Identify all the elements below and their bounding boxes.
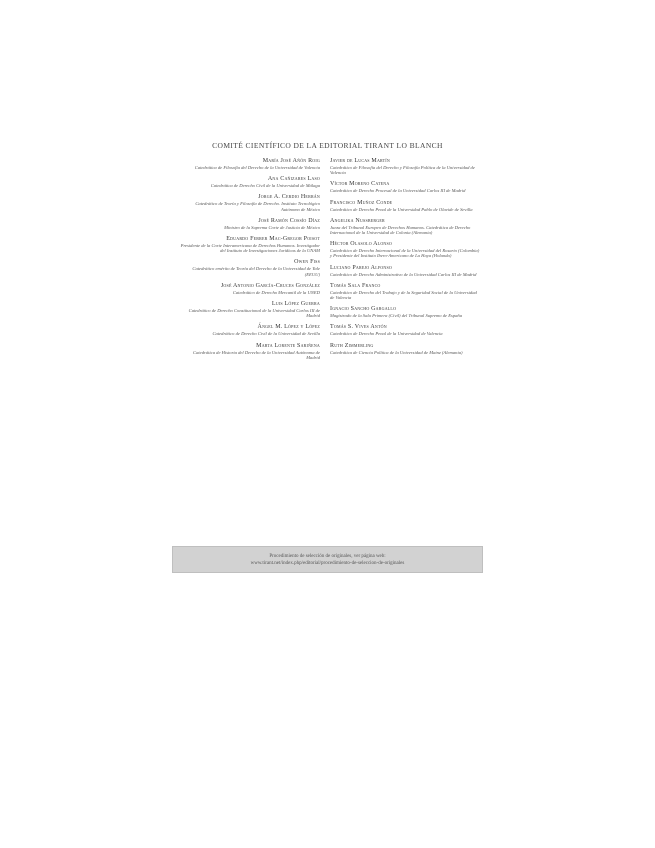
- member-name: Ruth Zimmerling: [330, 342, 374, 349]
- committee-member: [180, 236, 320, 253]
- committee-member: [180, 176, 320, 188]
- member-name: Jorge A. Cerdio Herrán: [258, 194, 320, 201]
- member-affiliation: Jueza del Tribunal Europeo de Derechos Humanos. Catedrática de Derecho Internacional de la Universidad de Colonia (Alemania): [330, 224, 471, 236]
- member-affiliation: Catedrático de Derecho Constitucional de la Universidad Carlos III de Madrid: [188, 308, 320, 319]
- member-name: Angelika Nussberger: [330, 217, 385, 224]
- notice-text: Procedimiento de selección de originales, ver página web:: [269, 554, 386, 559]
- committee-member: [330, 181, 480, 193]
- committee-member: [330, 283, 480, 300]
- member-name: Marta Lorente Sariñena: [256, 342, 320, 349]
- member-name: Luciano Parejo Alfonso: [330, 264, 392, 271]
- member-name: Luis López Guerra: [271, 301, 320, 308]
- committee-member: [180, 259, 320, 276]
- selection-procedure-notice: [172, 546, 483, 573]
- member-affiliation: Catedrático emérito de Teoría del Derecho de la Universidad de Yale (EEUU): [192, 266, 320, 277]
- committee-member: [330, 200, 480, 212]
- committee-member: [180, 194, 320, 211]
- page-title: COMITÉ CIENTÍFICO DE LA EDITORIAL TIRANT LO BLANCH: [212, 141, 443, 150]
- member-name: Javier de Lucas Martín: [330, 158, 390, 164]
- committee-member: [330, 343, 480, 355]
- member-affiliation: Ministro de la Suprema Corte de Justicia de México: [224, 224, 320, 230]
- member-affiliation: Catedrática de Historia del Derecho de la Universidad Autónoma de Madrid: [193, 349, 320, 360]
- committee-member: [180, 218, 320, 230]
- member-affiliation: Catedrático de Derecho Civil de la Universidad de Sevilla: [212, 331, 320, 337]
- committee-right-column: [330, 158, 480, 361]
- member-affiliation: Catedrático de Derecho Mercantil de la UNED: [232, 289, 320, 295]
- committee-member: [180, 158, 320, 170]
- member-affiliation: Catedrático de Derecho Administrativo de la Universidad Carlos III de Madrid: [330, 271, 477, 277]
- committee-member: [180, 283, 320, 295]
- member-affiliation: Catedrático de Derecho Penal de la Universidad de Valencia: [330, 331, 443, 337]
- committee-member: [330, 324, 480, 336]
- member-name: Eduardo Ferrer Mac-Gregor Poisot: [226, 236, 320, 243]
- committee-member: [330, 306, 480, 318]
- member-name: Ignacio Sancho Gargallo: [330, 306, 397, 313]
- member-affiliation: Catedrático de Derecho Penal de la Universidad Pablo de Olavide de Sevilla: [330, 206, 473, 212]
- member-affiliation: Presidente de la Corte Interamericana de Derechos Humanos. Investigador del Instituto de Investigaciones Jurídicas de la UNAM: [180, 243, 320, 254]
- member-name: Tomás S. Vives Antón: [330, 324, 387, 331]
- member-name: Ángel M. López y López: [257, 324, 320, 331]
- member-name: María José Añón Roig: [262, 158, 320, 164]
- member-name: Ana Cañizares Laso: [267, 176, 320, 183]
- member-name: Héctor Olasolo Alonso: [330, 241, 393, 248]
- committee-member: [330, 241, 480, 258]
- member-affiliation: Catedrático de Derecho Internacional de la Universidad del Rosario (Colombia) y Presidente del Instituto Ibero-Americano de La Haya (Holanda): [330, 248, 480, 259]
- committee-left-column: [180, 158, 320, 366]
- committee-member: [180, 324, 320, 336]
- member-affiliation: Catedrático de Derecho Procesal de la Universidad Carlos III de Madrid: [330, 188, 466, 194]
- member-affiliation: Catedrática de Filosofía del Derecho de la Universidad de Valencia: [194, 165, 320, 170]
- committee-member: [330, 158, 480, 175]
- committee-member: [330, 218, 480, 235]
- member-affiliation: Catedrática de Derecho Civil de la Universidad de Málaga: [210, 183, 320, 189]
- member-affiliation: Catedrático de Filosofía del Derecho y Filosofía Política de la Universidad de Valencia: [330, 165, 475, 176]
- committee-member: [330, 265, 480, 277]
- member-name: José Ramón Cossío Díaz: [258, 217, 320, 224]
- member-name: Owen Fiss: [294, 259, 320, 266]
- member-affiliation: Catedrático de Teoría y Filosofía de Derecho. Instituto Tecnológico Autónomo de México: [195, 201, 320, 212]
- member-name: Víctor Moreno Catena: [330, 181, 390, 188]
- member-affiliation: Catedrático de Derecho del Trabajo y de la Seguridad Social de la Universidad de Valencia: [330, 289, 477, 301]
- committee-member: [180, 343, 320, 360]
- member-name: José Antonio García-Cruces González: [220, 282, 320, 289]
- member-affiliation: Magistrado de la Sala Primera (Civil) del Tribunal Supremo de España: [330, 313, 463, 319]
- member-name: Francisco Muñoz Conde: [330, 199, 393, 206]
- committee-member: [180, 301, 320, 318]
- member-name: Tomás Sala Franco: [330, 282, 381, 289]
- member-affiliation: Catedrática de Ciencia Política de la Universidad de Mainz (Alemania): [330, 349, 463, 355]
- notice-url-link[interactable]: www.tirant.net/index.php/editorial/procedimiento-de-seleccion-de-originales: [250, 561, 405, 566]
